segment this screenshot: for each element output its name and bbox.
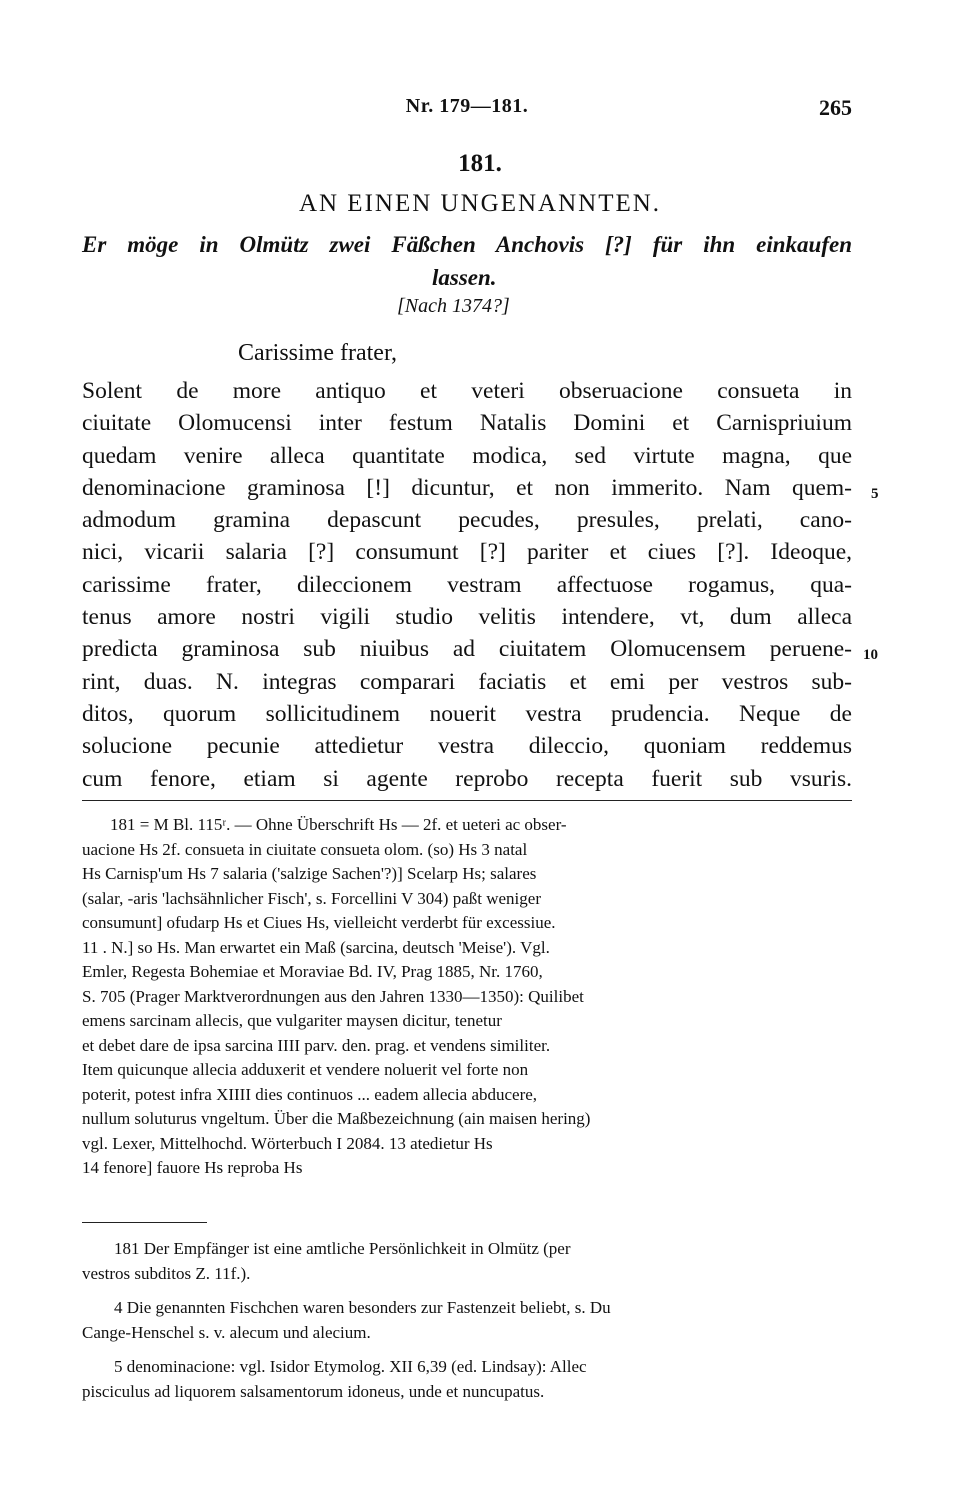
note-line: pisciculus ad liquorem salsamentorum idoneus, unde et nuncupatus.	[82, 1381, 545, 1401]
apparatus-line: 14 fenore] fauore Hs reproba Hs	[82, 1158, 303, 1177]
apparatus-line: consumunt] ofudarp Hs et Ciues Hs, vielleicht verderbt für excessiue.	[82, 913, 556, 932]
body-line: solucione pecunie attedietur vestra dileccio, quoniam reddemus	[82, 733, 852, 760]
letter-body	[82, 375, 852, 795]
note-line: 181 Der Empfänger ist eine amtliche Persönlichkeit in Olmütz (per	[114, 1239, 571, 1258]
apparatus-line: Hs Carnisp'um Hs 7 salaria ('salzige Sachen'?)] Scelarp Hs; salares	[82, 864, 537, 883]
note-line: 5 denominacione: vgl. Isidor Etymolog. XII 6,39 (ed. Lindsay): Allec	[114, 1357, 587, 1376]
document-heading: AN EINEN UNGENANNTEN.	[298, 190, 662, 217]
body-line: rint, duas. N. integras comparari faciatis et emi per vestros sub-	[82, 668, 852, 695]
apparatus-line: Item quicunque allecia adduxerit et vendere noluerit vel forte non	[82, 1060, 529, 1079]
apparatus-line: vgl. Lexer, Mittelhochd. Wörterbuch I 2084. 13 atedietur Hs	[82, 1133, 493, 1153]
body-line: Solent de more antiquo et veteri obseruacione consueta in	[82, 378, 852, 404]
page-number: 265	[819, 95, 852, 120]
apparatus-line: uacione Hs 2f. consueta in ciuitate consueta olom. (so) Hs 3 natal	[82, 839, 528, 859]
note-line: Cange-Henschel s. v. alecum und alecium.	[82, 1322, 371, 1342]
apparatus-line: S. 705 (Prager Marktverordnungen aus den Jahren 1330—1350): Quilibet	[82, 986, 584, 1006]
body-line: nici, vicarii salaria [?] consumunt [?] pariter et ciues [?]. Ideoque,	[82, 539, 852, 566]
apparatus-line: nullum soluturus vngeltum. Über die Maßbezeichnung (ain maisen hering)	[82, 1109, 591, 1128]
note-line: vestros subditos Z. 11f.).	[82, 1263, 251, 1283]
regest	[82, 228, 852, 294]
line-number-10: 10	[863, 647, 878, 663]
dating: [Nach 1374?]	[397, 295, 510, 317]
body-line: ditos, quorum sollicitudinem nouerit vestra prudencia. Neque de	[82, 700, 852, 727]
body-line: denominacione graminosa [!] dicuntur, et non immerito. Nam quem-	[82, 474, 852, 501]
body-line: cum fenore, etiam si agente reprobo recepta fuerit sub vsuris.	[82, 765, 852, 792]
body-line: quedam venire alleca quantitate modica, sed virtute magna, que	[82, 442, 852, 469]
running-head	[82, 95, 852, 125]
running-head-title: Nr. 179—181.	[405, 95, 529, 117]
note-line: 4 Die genannten Fischchen waren besonders zur Fastenzeit beliebt, s. Du	[114, 1298, 611, 1317]
regest-line: lassen.	[432, 265, 497, 290]
document-number: 181.	[458, 150, 502, 177]
apparatus-line: emens sarcinam allecis, que vulgariter maysen dicitur, tenetur	[82, 1011, 502, 1030]
salutation: Carissime frater,	[238, 340, 397, 366]
apparatus-line: poterit, potest infra XIIII dies continuos ... eadem allecia abducere,	[82, 1084, 538, 1104]
notes-divider	[82, 1222, 207, 1223]
body-line: admodum gramina depascunt pecudes, presules, prelati, cano-	[82, 507, 852, 534]
apparatus-divider	[82, 800, 852, 801]
apparatus-line: 181 = M Bl. 115ʳ. — Ohne Überschrift Hs — 2f. et ueteri ac obser-	[110, 815, 567, 834]
apparatus-line: (salar, -aris 'lachsähnlicher Fisch', s. Forcellini V 304) paßt weniger	[82, 888, 541, 908]
body-line: predicta graminosa sub niuibus ad ciuitatem Olomucensem peruene-	[82, 636, 852, 663]
line-number-5: 5	[871, 486, 879, 502]
apparatus-line: Emler, Regesta Bohemiae et Moraviae Bd. IV, Prag 1885, Nr. 1760,	[82, 962, 543, 981]
note-spacer	[82, 1345, 852, 1355]
body-line: ciuitate Olomucensi inter festum Natalis Domini et Carnispriuium	[82, 410, 852, 437]
critical-apparatus	[82, 813, 852, 1181]
regest-line: Er möge in Olmütz zwei Fäßchen Anchovis [?] für ihn einkaufen	[82, 232, 852, 257]
apparatus-line: 11 . N.] so Hs. Man erwartet ein Maß (sarcina, deutsch 'Meise'). Vgl.	[82, 937, 550, 957]
apparatus-line: et debet dare de ipsa sarcina IIII parv. den. prag. et vendens similiter.	[82, 1035, 551, 1055]
body-line: carissime frater, dileccionem vestram affectuose rogamus, qua-	[82, 571, 852, 598]
commentary-notes	[82, 1237, 852, 1404]
body-line: tenus amore nostri vigili studio velitis intendere, vt, dum alleca	[82, 604, 852, 631]
note-spacer	[82, 1286, 852, 1296]
